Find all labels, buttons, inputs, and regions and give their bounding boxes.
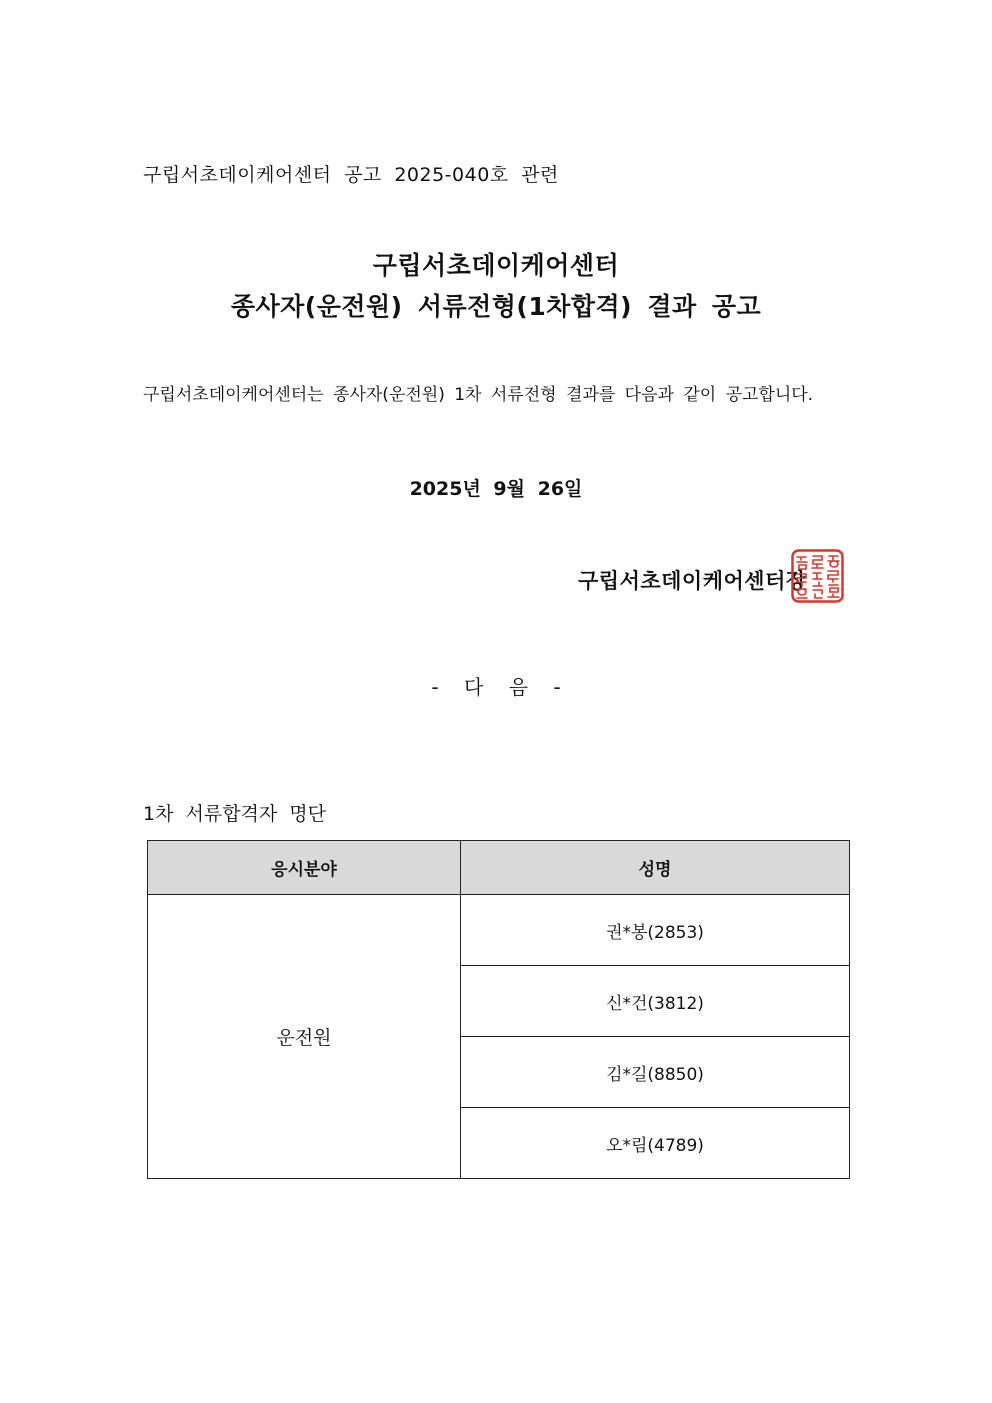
table-header-row (148, 841, 850, 895)
header-field: 응시분야 (148, 841, 461, 895)
name-cell: 신*건(3812) (461, 966, 850, 1037)
table-row (148, 895, 850, 966)
name-cell: 오*림(4789) (461, 1108, 850, 1179)
header-name: 성명 (461, 841, 850, 895)
signer-name: 구립서초데이케어센터장 (578, 569, 807, 593)
divider-heading: - 다 음 - (431, 675, 561, 699)
section-title: 1차 서류합격자 명단 (143, 803, 326, 825)
name-cell: 권*봉(2853) (461, 895, 850, 966)
official-seal-icon (791, 549, 844, 603)
announcement-date: 2025년 9월 26일 (409, 478, 583, 500)
name-cell: 김*길(8850) (461, 1037, 850, 1108)
reference-line: 구립서초데이케어센터 공고 2025-040호 관련 (143, 164, 559, 186)
result-table (147, 840, 850, 1179)
title-line-1: 구립서초데이케어센터 (372, 251, 620, 280)
field-cell: 운전원 (148, 895, 461, 1179)
title-line-2: 종사자(운전원) 서류전형(1차합격) 결과 공고 (230, 292, 762, 321)
intro-text: 구립서초데이케어센터는 종사자(운전원) 1차 서류전형 결과를 다음과 같이 공고합니다. (143, 385, 814, 405)
